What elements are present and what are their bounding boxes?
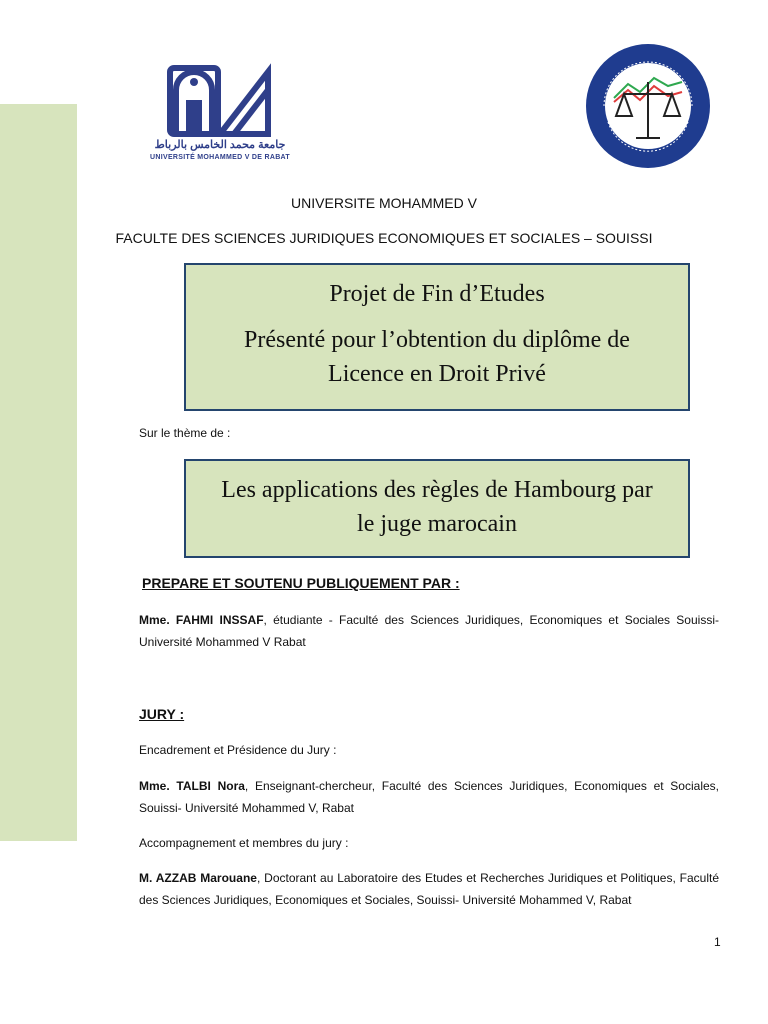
student-paragraph [139,609,719,653]
project-line-3: Licence en Droit Privé [328,361,546,387]
theme-line-1: Les applications des règles de Hambourg par [221,477,653,503]
supervisor-description: , Enseignant-chercheur, Faculté des Sciences Juridiques, Economiques et Sociales, Souissi- Université Mohammed V, Rabat [139,779,719,815]
project-title-box [184,263,690,411]
faculty-name: FACULTE DES SCIENCES JURIDIQUES ECONOMIQUES ET SOCIALES – SOUISSI [115,230,653,246]
project-line-1: Projet de Fin d’Etudes [329,281,545,307]
student-description: , étudiante - Faculté des Sciences Juridiques, Economiques et Sociales Souissi- Université Mohammed V Rabat [139,613,719,649]
scales-of-justice-seal-icon [584,42,712,170]
student-name: Mme. FAHMI INSSAF [139,613,264,627]
university-logo [136,60,304,180]
theme-label: Sur le thème de : [139,426,231,440]
faculty-seal [584,42,712,170]
supervisor-paragraph [139,775,719,819]
theme-box [184,459,690,558]
university-arabic-name: جامعة محمد الخامس بالرباط [154,139,286,151]
university-emblem-icon [136,60,304,140]
side-decoration-bar [0,104,77,841]
supervisor-name: Mme. TALBI Nora [139,779,245,793]
prepared-heading: PREPARE ET SOUTENU PUBLIQUEMENT PAR : [142,575,460,591]
member-paragraph [139,867,719,911]
supervision-label: Encadrement et Présidence du Jury : [139,743,337,757]
theme-line-2: le juge marocain [357,511,517,537]
university-name: UNIVERSITE MOHAMMED V [291,195,477,211]
page-number: 1 [714,935,721,949]
members-label: Accompagnement et membres du jury : [139,836,349,850]
university-logo-text: UNIVERSITÉ MOHAMMED V DE RABAT [150,154,290,161]
project-line-2: Présenté pour l’obtention du diplôme de [244,327,630,353]
member-name: M. AZZAB Marouane [139,871,257,885]
member-description: , Doctorant au Laboratoire des Etudes et Recherches Juridiques et Politiques, Faculté des Sciences Juridiques, Economiques et Sociales, Souissi- Université Mohammed V, Rabat [139,871,720,907]
jury-heading: JURY : [139,706,185,722]
